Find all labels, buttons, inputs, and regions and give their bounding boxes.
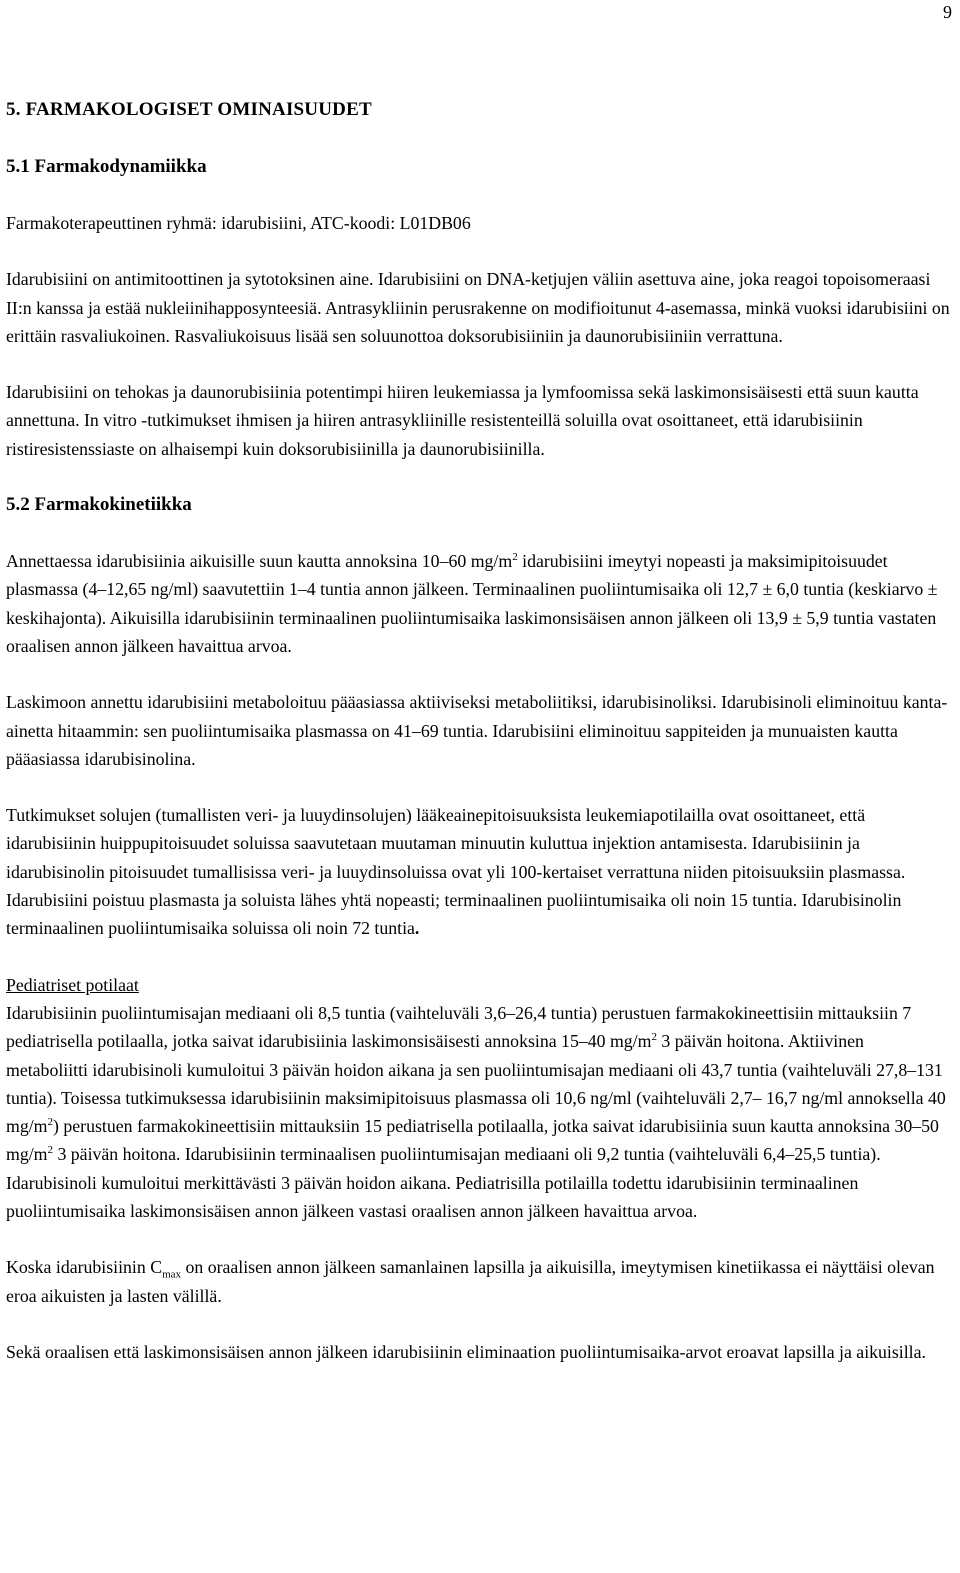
pediatric-heading: Pediatriset potilaat: [6, 974, 139, 995]
efficacy-paragraph: Idarubisiini on tehokas ja daunorubisiinia potentimpi hiiren leukemiassa ja lymfoomissa sekä laskimonsisäisesti että suun kautta annettuna. In vitro -tutkimukset ihmisen ja hiiren antrasykliinille resistenteillä soluilla ovat osoittaneet, että idarubisiinin ristiresistenssiaste on alhaisempi kuin doksorubisiinilla ja daunorubisiinilla.: [6, 382, 919, 459]
page-number: 9: [943, 2, 952, 22]
text-run: ) perustuen farmakokineettisiin mittauksiin 15 pediatrisella potilaalla, jotka saivat idarubisiinia suun kautta annoksina 30–50 mg/m: [6, 1116, 939, 1165]
atc-code-paragraph: Farmakoterapeuttinen ryhmä: idarubisiini, ATC-koodi: L01DB06: [6, 213, 471, 233]
superscript: 2: [47, 1116, 53, 1129]
superscript: 2: [47, 1144, 53, 1157]
metabolism-paragraph: Laskimoon annettu idarubisiini metaboloituu pääasiassa aktiiviseksi metaboliitiksi, idarubisinoliksi. Idarubisinoli eliminoituu kanta-ainetta hitaammin: sen puoliintumisaika plasmassa on 41–69 tuntia. Idarubisiini eliminoituu sappiteiden ja munuaisten kautta pääasiassa idarubisinolina.: [6, 692, 948, 769]
section-heading-5: 5. FARMAKOLOGISET OMINAISUUDET: [6, 99, 372, 120]
subscript: max: [162, 1268, 182, 1281]
pediatric-paragraph: [6, 999, 950, 1225]
cellular-paragraph: [6, 801, 950, 942]
superscript: 2: [651, 1031, 657, 1044]
elimination-paragraph: Sekä oraalisen että laskimonsisäisen annon jälkeen idarubisiinin eliminaation puoliintumisaika-arvot eroavat lapsilla ja aikuisilla.: [6, 1341, 926, 1362]
section-heading-5-1: 5.1 Farmakodynamiikka: [6, 156, 207, 177]
document-body: [6, 96, 950, 1366]
text-run: idarubisiini imeytyi nopeasti ja maksimipitoisuudet plasmassa (4–12,65 ng/ml) saavutettiin 1–4 tuntia annon jälkeen. Terminaalinen puoliintumisaika oli 12,7 ± 6,0 tuntia (keskiarvo ± keskihajonta). Aikuisilla idarubisiinin terminaalinen puoliintumisaika laskimonsisäisen annon jälkeen oli 13,9 ± 5,9 tuntia vastaten oraalisen annon jälkeen havaittua arvoa.: [6, 551, 938, 656]
cmax-paragraph: [6, 1253, 950, 1310]
text-run: .: [414, 918, 420, 939]
text-run: 3 päivän hoitona. Aktiivinen metaboliitti idarubisinoli kumuloitui 3 päivän hoidon aikana ja sen puoliintumisajan mediaani oli 43,7 tuntia (vaihteluväli 27,8–131 tuntia). Toisessa tutkimuksessa idarubisiinin maksimipitoisuus plasmassa oli 10,6 ng/ml (vaihteluväli 2,7– 16,7 ng/ml annoksella 40 mg/m: [6, 1031, 946, 1137]
text-run: Idarubisiinin puoliintumisajan mediaani oli 8,5 tuntia (vaihteluväli 3,6–26,4 tuntia) perustuen farmakokineettisiin mittauksiin 7 pediatrisella potilaalla, jotka saivat idarubisiinia laskimonsisäisesti annoksina 15–40 mg/m: [6, 1002, 912, 1052]
text-run: 3 päivän hoitona. Idarubisiinin terminaalisen puoliintumisajan mediaani oli 9,2 tuntia (vaihteluväli 6,4–25,5 tuntia). Idarubisinoli kumuloitui merkittävästi 3 päivän hoidon aikana. Pediatrisilla potilailla todettu idarubisiinin terminaalinen puoliintumisaika laskimonsisäisen annon jälkeen vastasi oraalisen annon jälkeen havaittua arvoa.: [6, 1144, 881, 1222]
superscript: 2: [512, 551, 518, 564]
text-run: Tutkimukset solujen (tumallisten veri- ja luuydinsolujen) lääkeainepitoisuuksista leukemiapotilailla ovat osoittaneet, että idarubisiinin huippupitoisuudet soluissa saavutetaan muutaman minuutin kuluttua injektion antamisesta. Idarubisiinin ja idarubisinolin pitoisuudet tumallisissa veri- ja luuydinsoluissa ovat yli 100-kertaiset verrattuna niiden pitoisuuksiin plasmassa. Idarubisiini poistuu plasmasta ja soluista lähes yhtä nopeasti; terminaalinen puoliintumisaika oli noin 15 tuntia. Idarubisinolin terminaalinen puoliintumisaika soluissa oli noin 72 tuntia: [6, 805, 906, 939]
text-run: on oraalisen annon jälkeen samanlainen lapsilla ja aikuisilla, imeytymisen kinetiikassa ei näyttäisi olevan eroa aikuisten ja lasten välillä.: [6, 1257, 935, 1306]
section-heading-5-2: 5.2 Farmakokinetiikka: [6, 494, 192, 516]
mechanism-paragraph: Idarubisiini on antimitoottinen ja sytotoksinen aine. Idarubisiini on DNA-ketjujen väliin asettuva aine, joka reagoi topoisomeraasi II:n kanssa ja estää nukleiinihapposynteesiä. Antrasykliinin perusrakenne on modifioitunut 4-asemassa, minkä vuoksi idarubisiini on erittäin rasvaliukoinen. Rasvaliukoisuus lisää sen soluunottoa doksorubisiiniin ja daunorubisiiniin verrattuna.: [6, 269, 950, 346]
absorption-paragraph: [6, 547, 950, 660]
text-run: Annettaessa idarubisiinia aikuisille suun kautta annoksina 10–60 mg/m: [6, 551, 513, 572]
text-run: Koska idarubisiinin C: [6, 1257, 163, 1278]
